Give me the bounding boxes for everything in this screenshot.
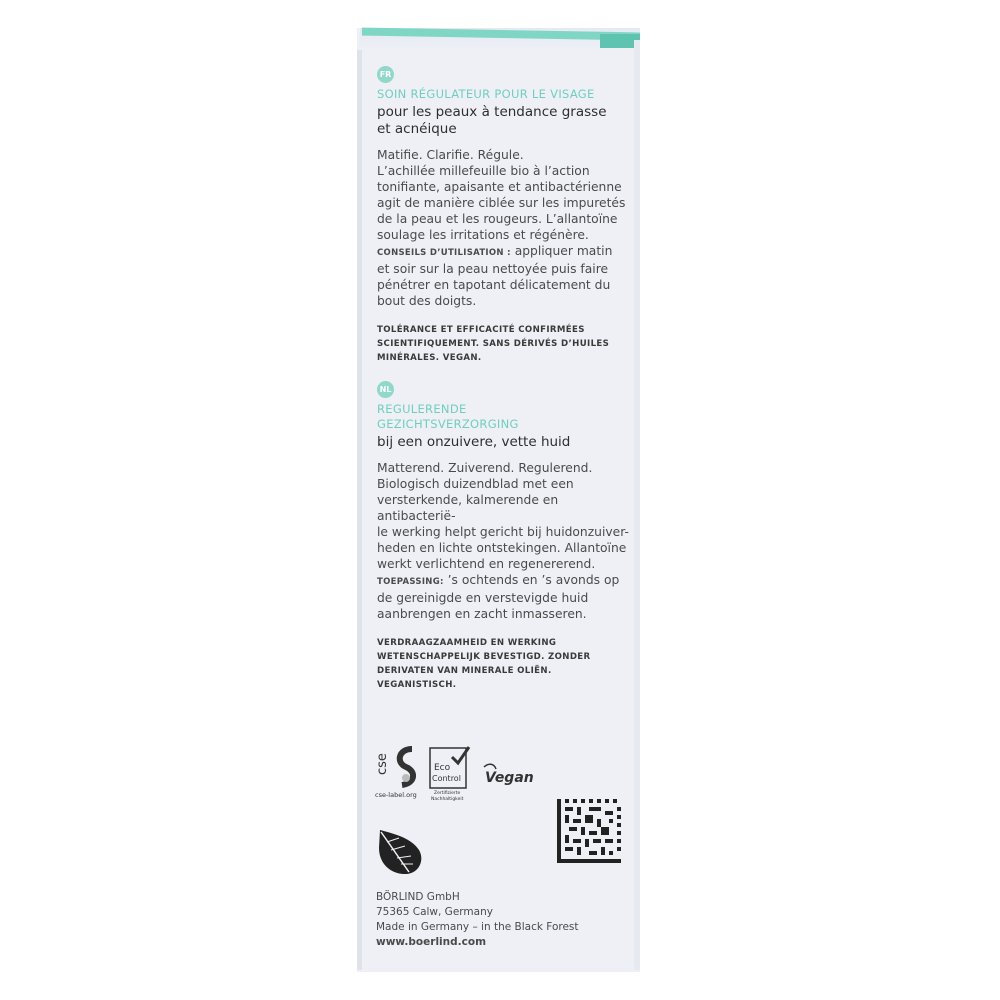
nl-line: le werking helpt gericht bij huidonzuiver-	[377, 525, 629, 539]
cse-dot-icon	[402, 774, 410, 782]
nl-usage-line	[377, 572, 629, 590]
fr-note-line: TOLÉRANCE ET EFFICACITÉ CONFIRMÉES	[377, 325, 585, 335]
nl-line: werkt verlichtend en regenererend.	[377, 557, 596, 571]
fr-usage-line: bout des doigts.	[377, 294, 477, 308]
eco-word: Eco	[434, 763, 451, 773]
fr-subheading-line-1: pour les peaux à tendance grasse	[377, 104, 607, 120]
fr-body	[377, 147, 629, 309]
fr-line: de la peau et les rougeurs. L’allantoïne	[377, 212, 618, 226]
fr-line: Matifie. Clarifie. Régule.	[377, 148, 524, 162]
fr-note-line: MINÉRALES. VEGAN.	[377, 353, 482, 363]
nl-heading	[377, 402, 629, 432]
cse-logo	[375, 749, 417, 799]
fr-line: tonifiante, apaisante et antibactérienne	[377, 180, 622, 194]
fr-usage-label: CONSEILS D’UTILISATION :	[377, 248, 511, 258]
label-text	[377, 66, 629, 692]
nl-body	[377, 460, 629, 622]
fr-line: soulage les irritations et régénère.	[377, 228, 589, 242]
company-info	[376, 890, 579, 950]
fr-usage-text: appliquer matin	[510, 244, 613, 258]
left-edge-shade	[357, 50, 362, 970]
certification-logos	[372, 745, 632, 805]
nl-subheading: bij een onzuivere, vette huid	[377, 434, 571, 450]
fr-note	[377, 323, 629, 365]
fr-note-line: SCIENTIFIQUEMENT. SANS DÉRIVÉS D’HUILES	[377, 339, 610, 349]
birch-leaf-icon	[375, 828, 425, 878]
nl-note	[377, 636, 629, 692]
nl-section	[377, 381, 629, 692]
nl-note-line: WETENSCHAPPELIJK BEVESTIGD. ZONDER	[377, 652, 591, 662]
lang-badge-nl: NL	[377, 381, 394, 398]
nl-usage-label: TOEPASSING:	[377, 577, 444, 587]
nl-note-line: VEGANISTISCH.	[377, 680, 457, 690]
lang-badge-fr: FR	[377, 66, 394, 83]
fr-usage-line	[377, 243, 629, 261]
vegan-word: Vegan	[485, 770, 534, 786]
fr-subheading	[377, 104, 629, 138]
nl-heading-line-1: REGULERENDE	[377, 402, 467, 416]
nl-heading-line-2: GEZICHTSVERZORGING	[377, 417, 519, 431]
right-edge-shade	[634, 40, 640, 970]
nl-line: heden en lichte ontstekingen. Allantoïne	[377, 541, 627, 555]
made-in: Made in Germany – in the Black Forest	[376, 921, 579, 933]
fr-line: agit de manière ciblée sur les impuretés	[377, 196, 626, 210]
nl-usage-text: ’s ochtends en ’s avonds op	[443, 573, 620, 587]
data-matrix-code	[557, 799, 621, 863]
fr-usage-line: et soir sur la peau nettoyée puis faire	[377, 262, 609, 276]
cse-url: cse-label.org	[375, 791, 417, 799]
nl-usage-line: aanbrengen en zacht inmasseren.	[377, 607, 587, 621]
eco-control-logo	[430, 747, 469, 802]
cse-letters: cse	[375, 753, 390, 775]
nl-line: versterkende, kalmerende en antibacteriё-	[377, 493, 559, 523]
eco-caption-1: Zertifizierte	[434, 791, 461, 796]
nl-line: Matterend. Zuiverend. Regulerend.	[377, 461, 593, 475]
fr-usage-line: pénétrer en tapotant délicatement du	[377, 278, 611, 292]
fr-heading: SOIN RÉGULATEUR POUR LE VISAGE	[377, 87, 595, 101]
nl-line: Biologisch duizendblad met een	[377, 477, 574, 491]
vegan-logo	[484, 764, 534, 786]
nl-usage-line: de gereinigde en verstevigde huid	[377, 591, 589, 605]
company-address: 75365 Calw, Germany	[376, 906, 493, 918]
fr-subheading-line-2: et acnéique	[377, 121, 457, 137]
control-word: Control	[432, 774, 461, 783]
fr-line: L’achillée millefeuille bio à l’action	[377, 164, 590, 178]
company-website: www.boerlind.com	[376, 936, 487, 948]
nl-note-line: VERDRAAGZAAMHEID EN WERKING	[377, 638, 557, 648]
vegan-leaf-icon	[484, 764, 496, 769]
eco-caption-2: Nachhaltigkeit	[431, 797, 464, 802]
company-name: BÖRLIND GmbH	[376, 891, 460, 903]
nl-note-line: DERIVATEN VAN MINERALE OLIЁN.	[377, 666, 552, 676]
